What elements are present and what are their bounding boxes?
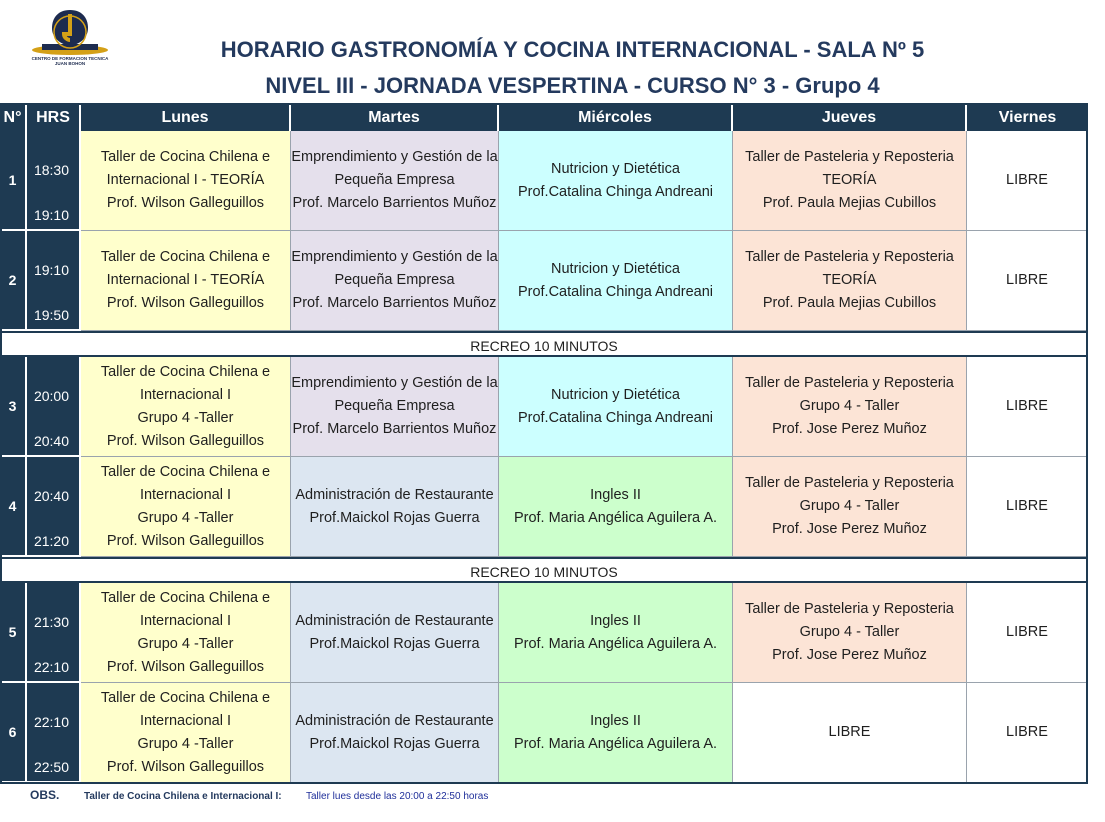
- class-cell: Taller de Pasteleria y Reposteria TEORÍA Prof. Paula Mejias Cubillos: [733, 231, 967, 331]
- class-cell: Nutricion y Dietética Prof.Catalina Chinga Andreani: [499, 231, 733, 331]
- logo-text-line2: JUAN BOHON: [54, 61, 86, 66]
- obs-label: OBS.: [30, 788, 60, 802]
- obs-course: Taller de Cocina Chilena e Internacional I:: [84, 791, 282, 802]
- end-time: 19:50: [27, 281, 81, 331]
- class-cell: Taller de Pasteleria y Reposteria Grupo 4 - Taller Prof. Jose Perez Muñoz: [733, 583, 967, 683]
- free-cell: LIBRE: [967, 683, 1088, 783]
- end-time: 19:10: [27, 181, 81, 231]
- class-cell: Taller de Pasteleria y Reposteria Grupo 4 - Taller Prof. Jose Perez Muñoz: [733, 357, 967, 457]
- class-cell: Emprendimiento y Gestión de la Pequeña Empresa Prof. Marcelo Barrientos Muñoz: [291, 231, 499, 331]
- end-time: 21:20: [27, 507, 81, 557]
- header-viernes: Viernes: [967, 103, 1088, 131]
- row-number: 4: [0, 457, 27, 557]
- class-cell: Taller de Cocina Chilena e Internacional I Grupo 4 -Taller Prof. Wilson Galleguillos: [81, 357, 291, 457]
- end-time: 20:40: [27, 407, 81, 457]
- page-title: HORARIO GASTRONOMÍA Y COCINA INTERNACIONAL - SALA Nº 5: [220, 37, 925, 62]
- break-row: RECREO 10 MINUTOS: [0, 331, 1088, 357]
- free-cell: LIBRE: [733, 683, 967, 783]
- class-cell: Ingles II Prof. Maria Angélica Aguilera A.: [499, 683, 733, 783]
- class-cell: Taller de Cocina Chilena e Internacional I Grupo 4 -Taller Prof. Wilson Galleguillos: [81, 457, 291, 557]
- class-cell: Emprendimiento y Gestión de la Pequeña Empresa Prof. Marcelo Barrientos Muñoz: [291, 131, 499, 231]
- class-cell: Taller de Cocina Chilena e Internacional I - TEORÍA Prof. Wilson Galleguillos: [81, 231, 291, 331]
- obs-note: Taller lues desde las 20:00 a 22:50 horas: [306, 791, 489, 802]
- page-subtitle: NIVEL III - JORNADA VESPERTINA - CURSO N° 3 - Grupo 4: [265, 73, 880, 98]
- free-cell: LIBRE: [967, 457, 1088, 557]
- start-time: 18:30: [27, 131, 81, 181]
- end-time: 22:50: [27, 733, 81, 783]
- free-cell: LIBRE: [967, 231, 1088, 331]
- class-cell: Nutricion y Dietética Prof.Catalina Chinga Andreani: [499, 357, 733, 457]
- row-number: 2: [0, 231, 27, 331]
- header-jueves: Jueves: [733, 103, 967, 131]
- free-cell: LIBRE: [967, 583, 1088, 683]
- class-cell: Emprendimiento y Gestión de la Pequeña Empresa Prof. Marcelo Barrientos Muñoz: [291, 357, 499, 457]
- start-time: 20:00: [27, 357, 81, 407]
- row-number: 1: [0, 131, 27, 231]
- start-time: 19:10: [27, 231, 81, 281]
- header-martes: Martes: [291, 103, 499, 131]
- break-row: RECREO 10 MINUTOS: [0, 557, 1088, 583]
- header-num: N°: [0, 103, 27, 131]
- class-cell: Taller de Pasteleria y Reposteria Grupo 4 - Taller Prof. Jose Perez Muñoz: [733, 457, 967, 557]
- free-cell: LIBRE: [967, 357, 1088, 457]
- class-cell: Taller de Cocina Chilena e Internacional I Grupo 4 -Taller Prof. Wilson Galleguillos: [81, 583, 291, 683]
- class-cell: Taller de Cocina Chilena e Internacional I - TEORÍA Prof. Wilson Galleguillos: [81, 131, 291, 231]
- class-cell: Administración de Restaurante Prof.Maickol Rojas Guerra: [291, 683, 499, 783]
- class-cell: Ingles II Prof. Maria Angélica Aguilera A.: [499, 457, 733, 557]
- row-number: 6: [0, 683, 27, 783]
- class-cell: Ingles II Prof. Maria Angélica Aguilera A.: [499, 583, 733, 683]
- row-number: 5: [0, 583, 27, 683]
- class-cell: Taller de Pasteleria y Reposteria TEORÍA Prof. Paula Mejias Cubillos: [733, 131, 967, 231]
- class-cell: Administración de Restaurante Prof.Maickol Rojas Guerra: [291, 457, 499, 557]
- class-cell: Taller de Cocina Chilena e Internacional I Grupo 4 -Taller Prof. Wilson Galleguillos: [81, 683, 291, 783]
- start-time: 21:30: [27, 583, 81, 633]
- logo-text-line1: CENTRO DE FORMACION TECNICA: [31, 56, 109, 61]
- start-time: 22:10: [27, 683, 81, 733]
- free-cell: LIBRE: [967, 131, 1088, 231]
- header-miercoles: Miércoles: [499, 103, 733, 131]
- end-time: 22:10: [27, 633, 81, 683]
- start-time: 20:40: [27, 457, 81, 507]
- header-lunes: Lunes: [81, 103, 291, 131]
- header-hrs: HRS: [27, 103, 81, 131]
- class-cell: Administración de Restaurante Prof.Maickol Rojas Guerra: [291, 583, 499, 683]
- class-cell: Nutricion y Dietética Prof.Catalina Chinga Andreani: [499, 131, 733, 231]
- row-number: 3: [0, 357, 27, 457]
